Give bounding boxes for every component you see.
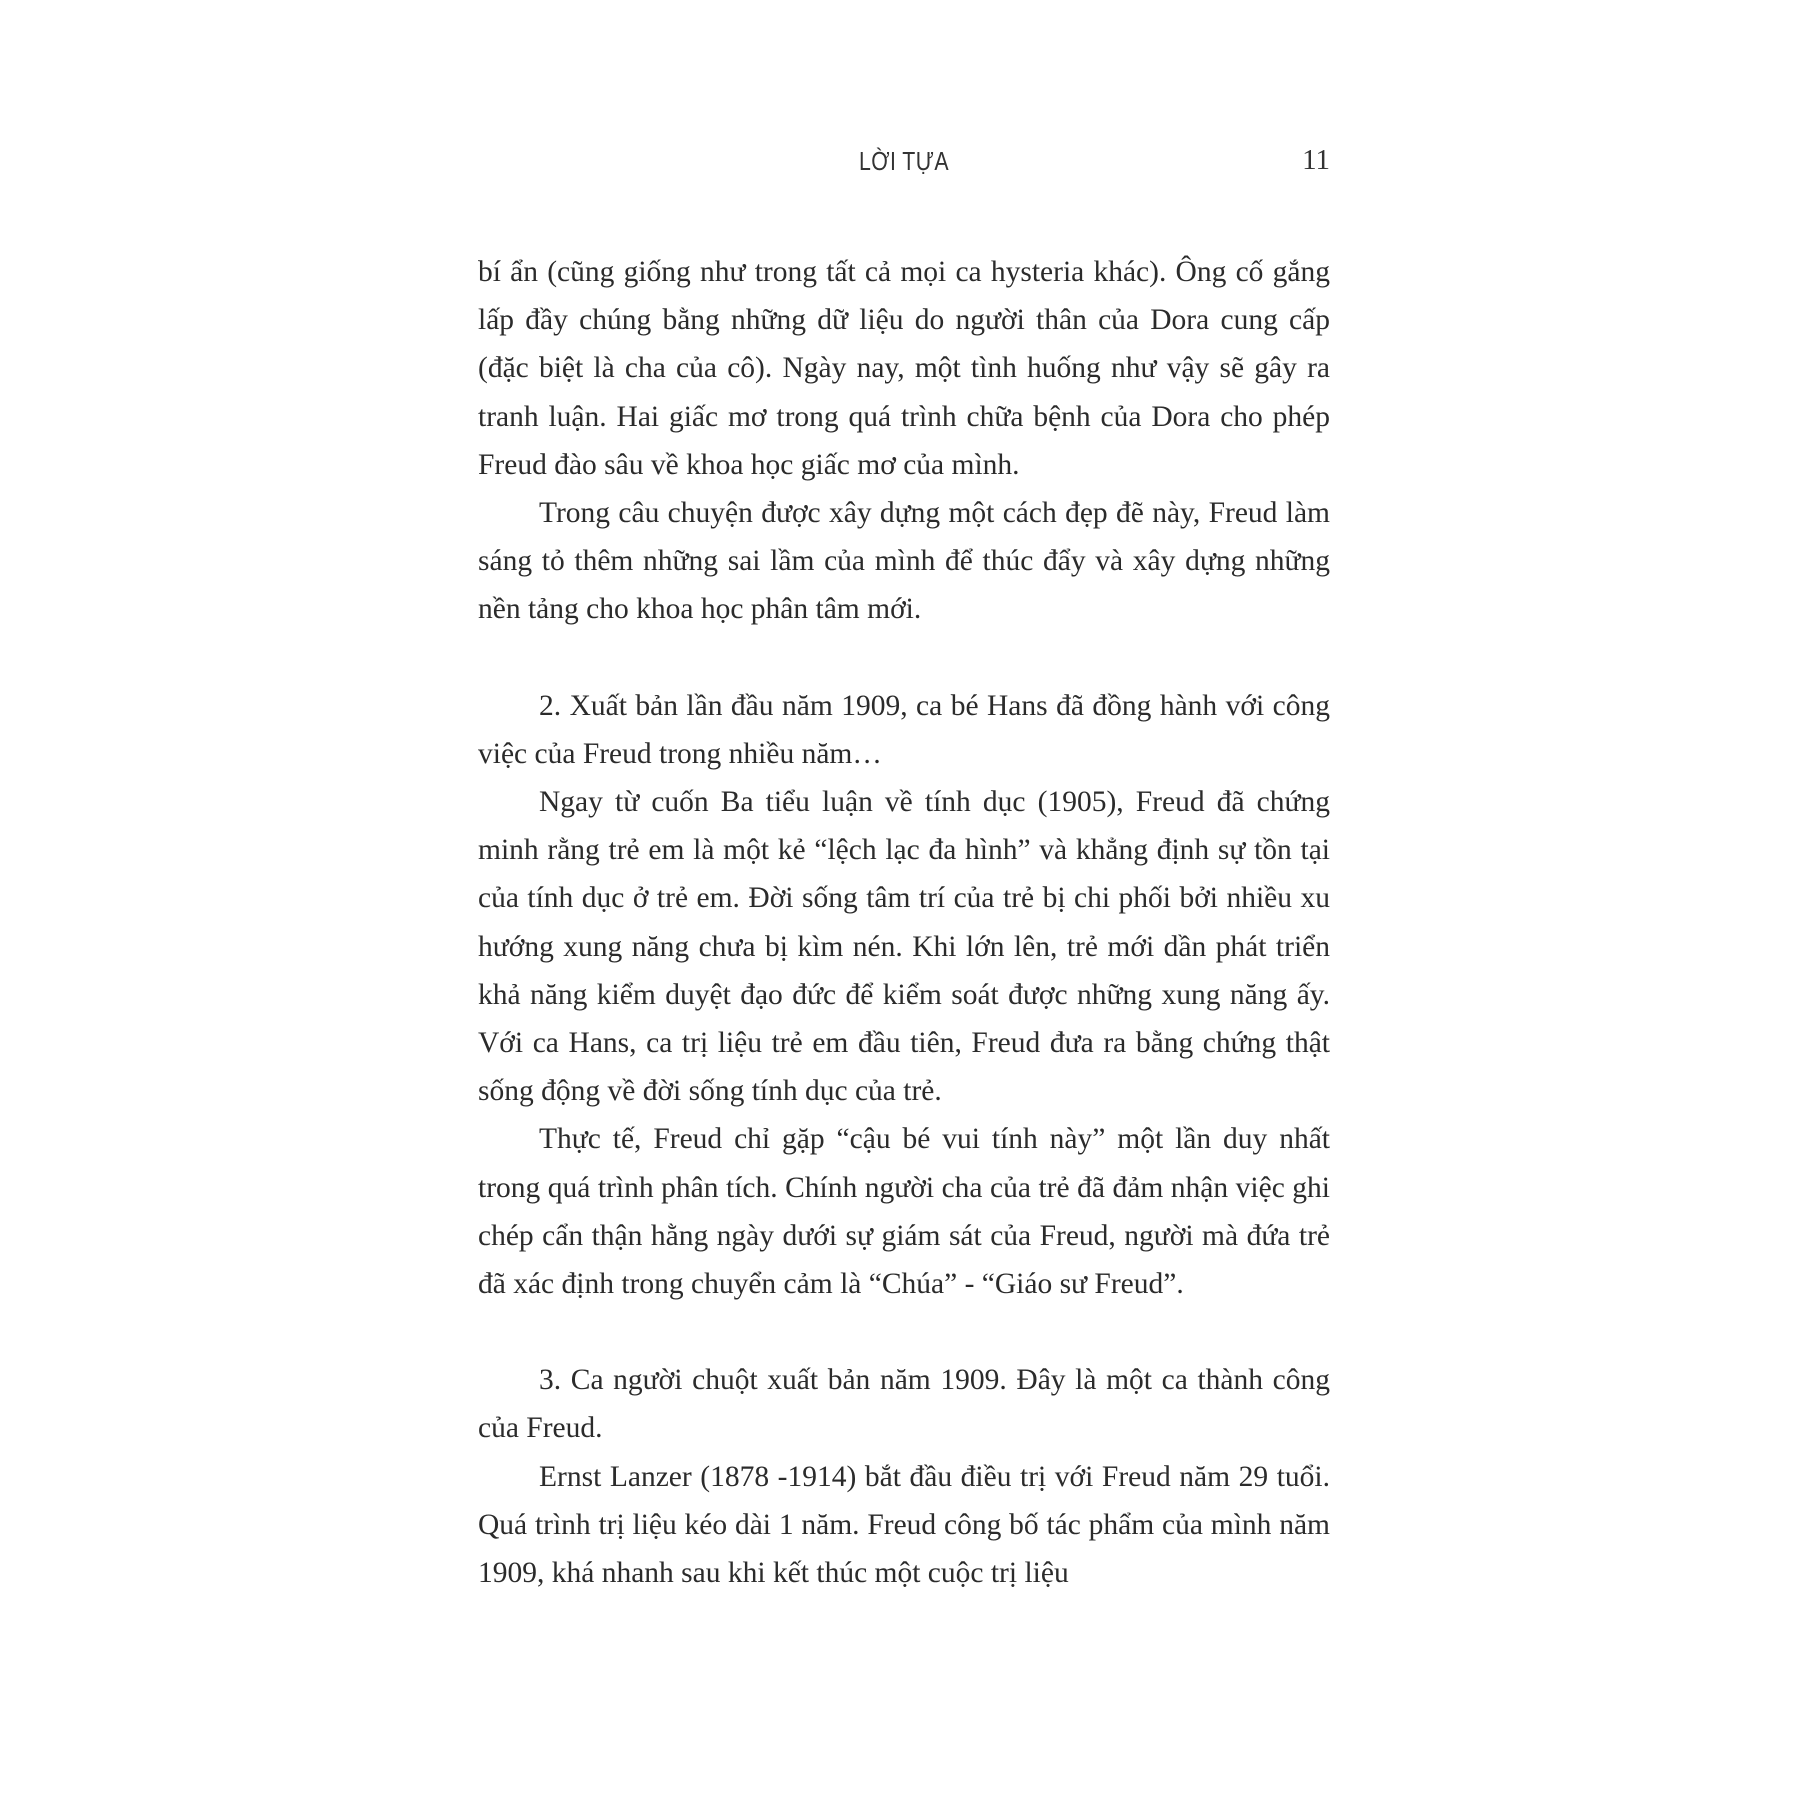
paragraph: Ernst Lanzer (1878 -1914) bắt đầu điều trị với Freud năm 29 tuổi. Quá trình trị liệu kéo dài 1 năm. Freud công bố tác phẩm của mình năm 1909, khá nhanh sau khi kết thúc một cuộc trị liệu (478, 1460, 1330, 1590)
paragraph: Trong câu chuyện được xây dựng một cách đẹp đẽ này, Freud làm sáng tỏ thêm những sai lầm của mình để thúc đẩy và xây dựng những nền tảng cho khoa học phân tâm mới. (478, 497, 1330, 626)
body-text (478, 248, 1330, 1597)
chapter-title: LỜI TỰA (859, 146, 949, 176)
page-number: 11 (1302, 144, 1330, 176)
paragraph-continuation: bí ẩn (cũng giống như trong tất cả mọi ca hysteria khác). Ông cố gắng lấp đầy chúng bằng những dữ liệu do người thân của Dora cung cấp (đặc biệt là cha của cô). Ngày nay, một tình huống như vậy sẽ gây ra tranh luận. Hai giấc mơ trong quá trình chữa bệnh của Dora cho phép Freud đào sâu về khoa học giấc mơ của mình. (478, 256, 1330, 481)
running-header (478, 146, 1330, 186)
section-2-heading-paragraph: 2. Xuất bản lần đầu năm 1909, ca bé Hans đã đồng hành với công việc của Freud trong nhiều năm… (478, 689, 1330, 770)
section-3-heading-paragraph: 3. Ca người chuột xuất bản năm 1909. Đây là một ca thành công của Freud. (478, 1364, 1330, 1445)
paragraph: Thực tế, Freud chỉ gặp “cậu bé vui tính này” một lần duy nhất trong quá trình phân tích. Chính người cha của trẻ đã đảm nhận việc ghi chép cẩn thận hằng ngày dưới sự giám sát của Freud, người mà đứa trẻ đã xác định trong chuyển cảm là “Chúa” - “Giáo sư Freud”. (478, 1123, 1330, 1301)
paragraph: Ngay từ cuốn Ba tiểu luận về tính dục (1905), Freud đã chứng minh rằng trẻ em là một kẻ “lệch lạc đa hình” và khẳng định sự tồn tại của tính dục ở trẻ em. Đời sống tâm trí của trẻ bị chi phối bởi nhiều xu hướng xung năng chưa bị kìm nén. Khi lớn lên, trẻ mới dần phát triển khả năng kiểm duyệt đạo đức để kiểm soát được những xung năng ấy. Với ca Hans, ca trị liệu trẻ em đầu tiên, Freud đưa ra bằng chứng thật sống động về đời sống tính dục của trẻ. (478, 786, 1330, 1108)
